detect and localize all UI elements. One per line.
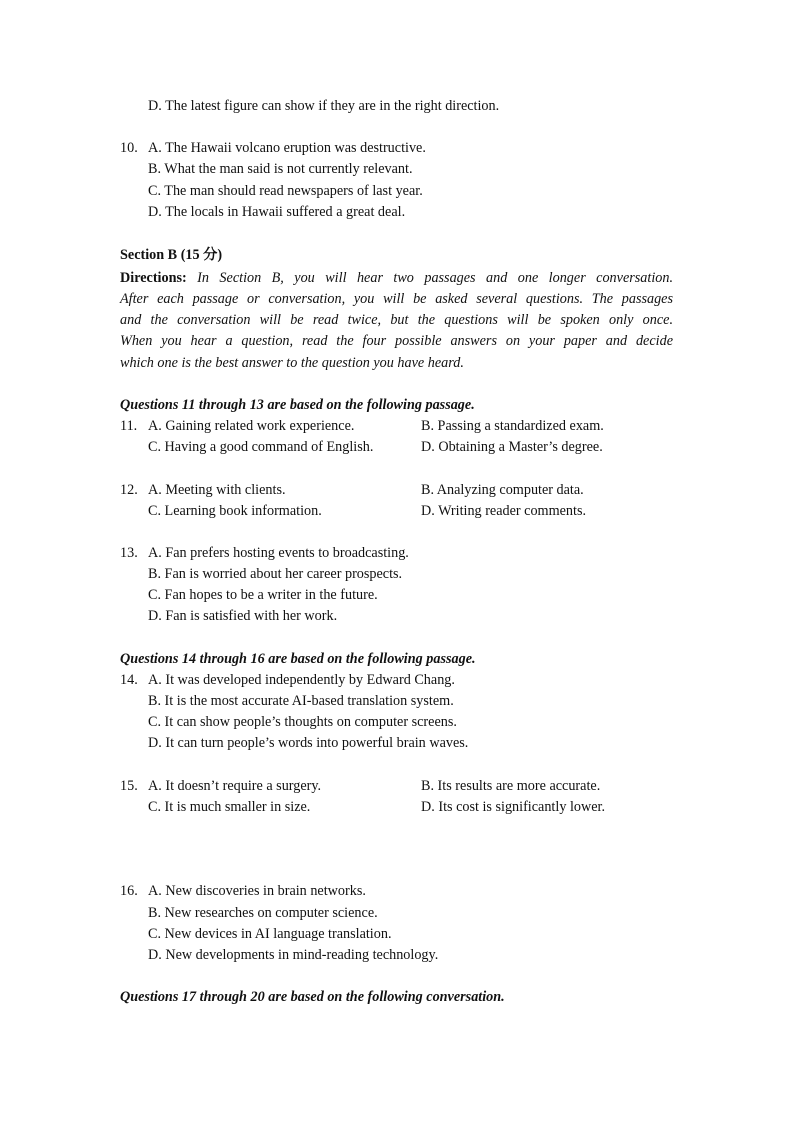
directions-line-4: When you hear a question, read the four possible answers on your paper and decide: [120, 333, 673, 349]
q13-option-a: A. Fan prefers hosting events to broadcasting.: [148, 545, 409, 561]
q14-option-a: A. It was developed independently by Edward Chang.: [148, 672, 455, 688]
q13-number: 13.: [120, 545, 138, 561]
q14-option-d: D. It can turn people’s words into powerful brain waves.: [148, 735, 469, 751]
q16-option-b: B. New researches on computer science.: [148, 905, 378, 921]
directions-line-3: and the conversation will be read twice, but the questions will be spoken only once.: [120, 312, 673, 328]
q13-option-c: C. Fan hopes to be a writer in the future.: [148, 587, 378, 603]
q16-number: 16.: [120, 883, 138, 899]
q15-option-d: D. Its cost is significantly lower.: [421, 799, 606, 815]
q9-option-d: D. The latest figure can show if they are in the right direction.: [148, 98, 500, 114]
q15-number: 15.: [120, 778, 138, 794]
q11-option-d: D. Obtaining a Master’s degree.: [421, 439, 603, 455]
q11-option-c: C. Having a good command of English.: [148, 439, 374, 455]
directions-text-1: In Section B, you will hear two passages and one longer conversation.: [197, 270, 673, 286]
q14-option-b: B. It is the most accurate AI-based translation system.: [148, 693, 454, 709]
directions-line-1: [120, 269, 673, 287]
q16-option-c: C. New devices in AI language translation.: [148, 926, 392, 942]
q16-option-a: A. New discoveries in brain networks.: [148, 883, 366, 899]
directions-line-2: After each passage or conversation, you will be asked several questions. The passages: [120, 291, 673, 307]
q12-option-b: B. Analyzing computer data.: [421, 482, 584, 498]
q13-option-b: B. Fan is worried about her career prospects.: [148, 566, 403, 582]
q16-option-d: D. New developments in mind-reading technology.: [148, 947, 439, 963]
conversation-heading: Questions 17 through 20 are based on the following conversation.: [120, 989, 505, 1005]
directions-label: Directions:: [120, 270, 187, 286]
q10-number: 10.: [120, 140, 138, 156]
q12-option-d: D. Writing reader comments.: [421, 503, 587, 519]
section-b-title: Section B (15 分): [120, 247, 223, 263]
q15-option-a: A. It doesn’t require a surgery.: [148, 778, 322, 794]
q11-number: 11.: [120, 418, 138, 434]
q14-number: 14.: [120, 672, 138, 688]
directions-line-5: which one is the best answer to the question you have heard.: [120, 355, 464, 371]
passage-2-heading: Questions 14 through 16 are based on the following passage.: [120, 651, 476, 667]
q15-option-c: C. It is much smaller in size.: [148, 799, 311, 815]
q10-option-b: B. What the man said is not currently relevant.: [148, 161, 413, 177]
q12-option-a: A. Meeting with clients.: [148, 482, 286, 498]
q13-option-d: D. Fan is satisfied with her work.: [148, 608, 338, 624]
q10-option-d: D. The locals in Hawaii suffered a great deal.: [148, 204, 406, 220]
q10-option-c: C. The man should read newspapers of last year.: [148, 183, 423, 199]
q12-option-c: C. Learning book information.: [148, 503, 322, 519]
q11-option-b: B. Passing a standardized exam.: [421, 418, 604, 434]
q15-option-b: B. Its results are more accurate.: [421, 778, 601, 794]
q14-option-c: C. It can show people’s thoughts on computer screens.: [148, 714, 457, 730]
q10-option-a: A. The Hawaii volcano eruption was destructive.: [148, 140, 426, 156]
q12-number: 12.: [120, 482, 138, 498]
passage-1-heading: Questions 11 through 13 are based on the following passage.: [120, 397, 475, 413]
q11-option-a: A. Gaining related work experience.: [148, 418, 355, 434]
